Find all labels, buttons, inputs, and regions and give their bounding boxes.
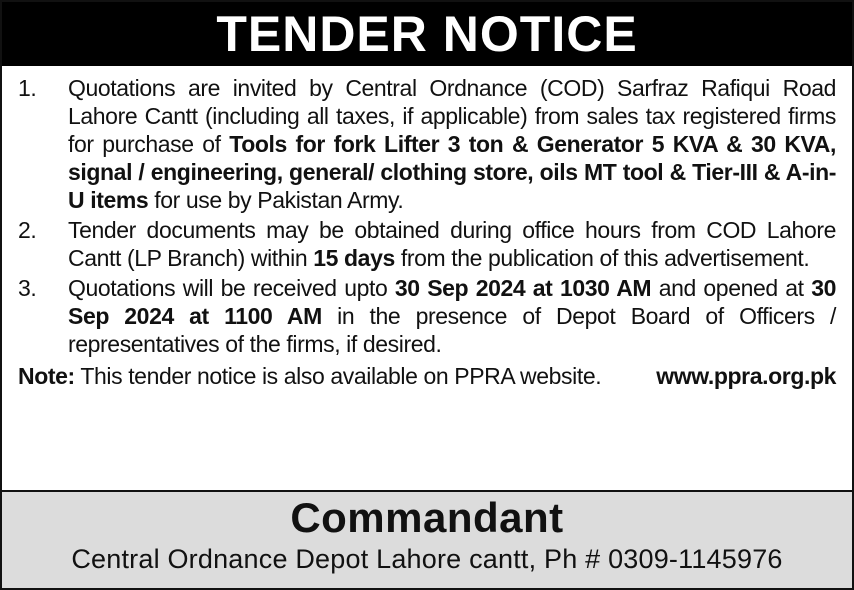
note-label: Note: — [18, 363, 75, 389]
note-line — [18, 362, 836, 390]
item-text — [68, 274, 836, 358]
website-link[interactable]: www.ppra.org.pk — [656, 363, 836, 389]
note-text-wrap — [18, 362, 601, 390]
item-text — [68, 74, 836, 214]
list-item — [18, 216, 836, 272]
list-item — [18, 74, 836, 214]
item-text-bold: Tools for fork Lifter 3 ton & Generator 5 KVA & 30 KVA, signal / engineering, general/ clothing store, oils MT tool & Tier-III & A-in-U items — [68, 131, 836, 213]
item-text-part: Quotations are invited by Central Ordnance (COD) Sarfraz Rafiqui Road Lahore Cantt (including all taxes, if applicable) from sales tax registered firms for purchase of — [68, 75, 836, 157]
item-text-bold: 30 Sep 2024 at 1100 AM — [68, 275, 836, 329]
item-number: 2. — [18, 217, 37, 243]
list-item — [18, 274, 836, 358]
signatory-title: Commandant — [290, 494, 564, 541]
contact-address: Central Ordnance Depot Lahore cantt, Ph # 0309-1145976 — [71, 544, 783, 574]
item-text-bold: 15 days — [313, 245, 395, 271]
notice-title: TENDER NOTICE — [2, 2, 852, 66]
item-text-part: in the presence of Depot Board of Officers / representatives of the firms, if desired. — [68, 303, 836, 357]
item-text-part: for use by Pakistan Army. — [148, 187, 404, 213]
item-text-bold: 30 Sep 2024 at 1030 AM — [394, 275, 652, 301]
item-text-part: Quotations will be received upto — [68, 275, 395, 301]
note-text: This tender notice is also available on PPRA website. — [74, 363, 602, 389]
notice-body — [2, 66, 852, 390]
item-number: 3. — [18, 275, 37, 301]
item-number: 1. — [18, 75, 37, 101]
signature-block — [2, 490, 852, 588]
item-text — [68, 216, 836, 272]
item-text-part: and opened at — [651, 275, 812, 301]
item-text-part: Tender documents may be obtained during office hours from COD Lahore Cantt (LP Branch) within — [68, 217, 836, 271]
item-text-part: from the publication of this advertisement. — [394, 245, 810, 271]
